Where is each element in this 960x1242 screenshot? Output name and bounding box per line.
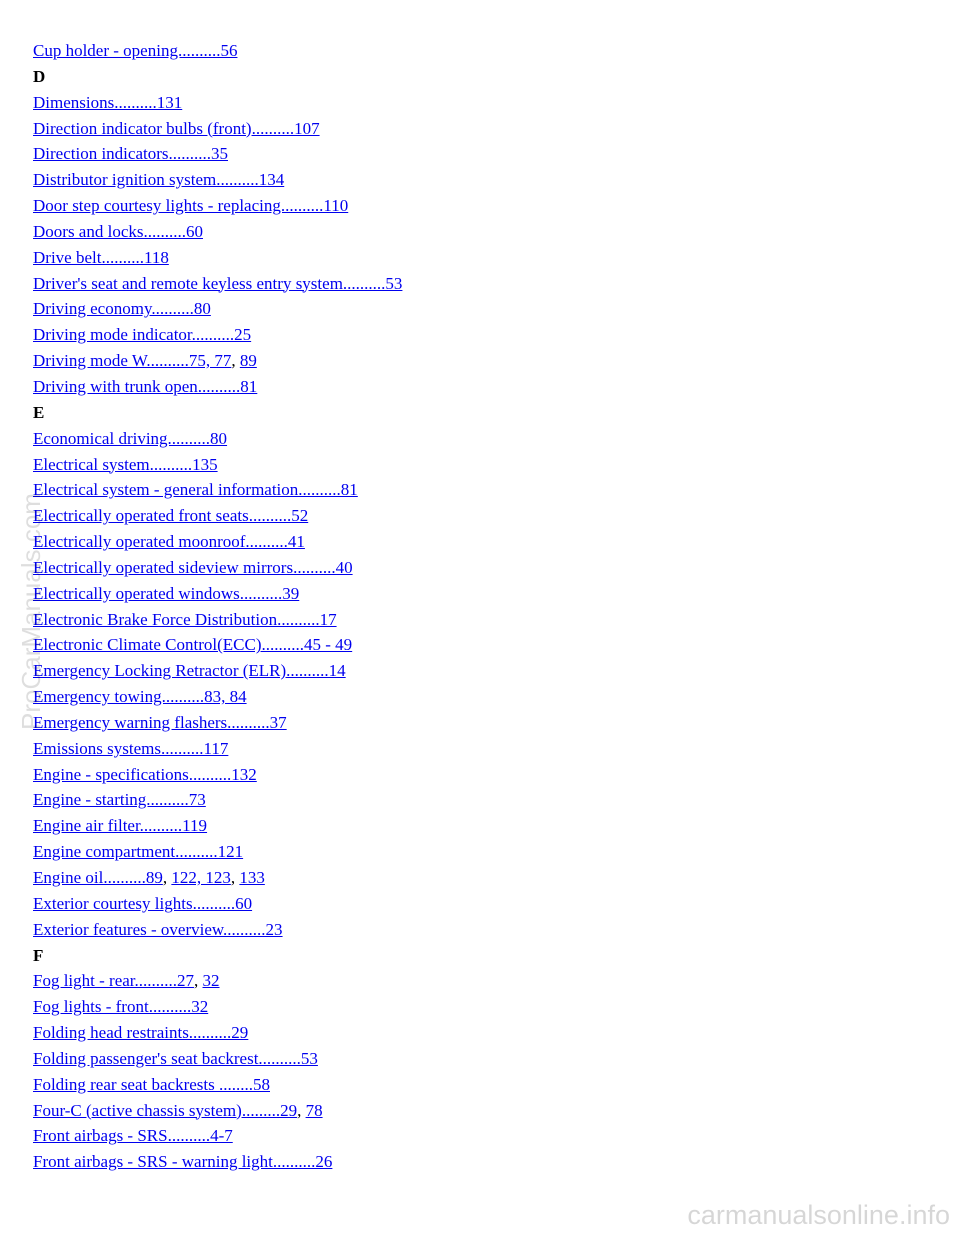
page-separator: , (297, 1100, 306, 1120)
index-entry (33, 839, 402, 865)
index-entry-link[interactable]: Driving mode W..........75, 77 (33, 351, 232, 371)
index-letter-heading: F (33, 945, 44, 965)
index-entry-link[interactable]: Economical driving..........80 (33, 428, 228, 448)
index-entry (33, 1046, 402, 1072)
index-entry (33, 891, 402, 917)
index-entry-link[interactable]: Cup holder - opening..........56 (33, 41, 238, 60)
index-entry (33, 296, 402, 322)
page-separator: , (194, 971, 203, 991)
index-entry (33, 1020, 402, 1046)
index-entry-link[interactable]: Electrically operated moonroof..........41 (33, 532, 305, 552)
index-entry (33, 322, 402, 348)
index-entry-link[interactable]: Emissions systems..........117 (33, 738, 229, 758)
index-entry (33, 813, 402, 839)
index-entry-link[interactable]: Emergency warning flashers..........37 (33, 712, 287, 732)
index-entry (33, 167, 402, 193)
index-list (33, 38, 402, 1175)
index-entry (33, 581, 402, 607)
index-entry (33, 684, 402, 710)
index-entry (33, 736, 402, 762)
index-entry-link[interactable]: Electrical system - general information..........81 (33, 480, 358, 500)
index-entry-link[interactable]: Fog light - rear..........27 (33, 971, 195, 991)
index-entry-link[interactable]: Electrical system..........135 (33, 454, 218, 474)
index-entry (33, 90, 402, 116)
index-entry-link[interactable]: Driving with trunk open..........81 (33, 376, 258, 396)
index-entry-link[interactable]: Electrically operated front seats..........52 (33, 506, 309, 526)
index-entry-link[interactable]: Exterior features - overview..........23 (33, 919, 283, 939)
index-entry-link[interactable]: Driving economy..........80 (33, 299, 211, 319)
index-letter-heading: D (33, 66, 46, 86)
index-page-link[interactable]: 32 (202, 971, 220, 991)
index-entry (33, 1149, 402, 1175)
index-entry-link[interactable]: Engine oil..........89 (33, 868, 163, 887)
index-entry (33, 116, 402, 142)
index-entry (33, 994, 402, 1020)
index-entry-link[interactable]: Dimensions..........131 (33, 92, 183, 112)
index-entry-link[interactable]: Folding head restraints..........29 (33, 1023, 249, 1043)
index-entry-link[interactable]: Direction indicators..........35 (33, 144, 228, 164)
index-entry (33, 271, 402, 297)
index-entry (33, 658, 402, 684)
index-entry (33, 607, 402, 633)
index-entry-link[interactable]: Folding rear seat backrests ........58 (33, 1074, 270, 1094)
index-entry-link[interactable]: Driver's seat and remote keyless entry system..........53 (33, 273, 403, 293)
index-entry (33, 141, 402, 167)
index-entry-link[interactable]: Drive belt..........118 (33, 247, 169, 267)
index-entry (33, 219, 402, 245)
index-entry (33, 787, 402, 813)
index-entry (33, 426, 402, 452)
index-page-link[interactable]: 133 (239, 868, 265, 887)
index-entry-link[interactable]: Door step courtesy lights - replacing..........110 (33, 196, 349, 216)
bottom-watermark: carmanualsonline.info (687, 1200, 950, 1230)
index-entry-link[interactable]: Four-C (active chassis system).........29 (33, 1100, 298, 1120)
index-entry (33, 1098, 402, 1124)
index-entry-link[interactable]: Front airbags - SRS - warning light..........26 (33, 1152, 333, 1172)
index-entry-link[interactable]: Exterior courtesy lights..........60 (33, 893, 253, 913)
index-entry-link[interactable]: Engine - specifications..........132 (33, 764, 257, 784)
index-entry (33, 452, 402, 478)
index-entry-link[interactable]: Electronic Brake Force Distribution..........17 (33, 609, 337, 629)
index-entry (33, 245, 402, 271)
index-entry (33, 374, 402, 400)
index-entry (33, 477, 402, 503)
index-entry (33, 348, 402, 374)
index-page-link[interactable]: 78 (305, 1100, 323, 1120)
index-entry (33, 529, 402, 555)
index-entry (33, 1072, 402, 1098)
page-separator: , (231, 351, 240, 371)
index-entry (33, 632, 402, 658)
index-entry (33, 503, 402, 529)
index-entry-link[interactable]: Doors and locks..........60 (33, 221, 203, 241)
index-entry-link[interactable]: Engine air filter..........119 (33, 816, 208, 836)
index-entry (33, 38, 402, 64)
index-entry (33, 865, 402, 891)
index-entry-link[interactable]: Front airbags - SRS..........4-7 (33, 1126, 233, 1146)
index-entry (33, 193, 402, 219)
index-entry-link[interactable]: Folding passenger's seat backrest..........53 (33, 1048, 318, 1068)
index-entry-link[interactable]: Direction indicator bulbs (front)..........107 (33, 118, 320, 138)
index-entry-link[interactable]: Electrically operated windows..........39 (33, 583, 300, 603)
index-entry (33, 762, 402, 788)
index-entry-link[interactable]: Emergency towing..........83, 84 (33, 687, 247, 707)
index-entry-link[interactable]: Fog lights - front..........32 (33, 997, 209, 1017)
index-letter-heading: E (33, 402, 45, 422)
index-page-link[interactable]: 89 (239, 351, 257, 371)
index-entry-link[interactable]: Distributor ignition system..........134 (33, 170, 285, 190)
index-entry-link[interactable]: Engine compartment..........121 (33, 842, 244, 862)
index-entry-link[interactable]: Engine - starting..........73 (33, 790, 206, 810)
page-separator: , (162, 868, 172, 887)
index-entry-link[interactable]: Electronic Climate Control(ECC)..........45 - 49 (33, 635, 353, 655)
index-entry-link[interactable]: Driving mode indicator..........25 (33, 325, 252, 345)
index-entry-link[interactable]: Emergency Locking Retractor (ELR)..........14 (33, 661, 346, 681)
index-entry (33, 968, 402, 994)
index-entry-link[interactable]: Electrically operated sideview mirrors..........40 (33, 557, 353, 577)
index-page-link[interactable]: 122, 123 (171, 868, 231, 887)
page-separator: , (230, 868, 240, 887)
index-entry (33, 1123, 402, 1149)
index-entry (33, 710, 402, 736)
side-watermark: ProCarManuals.com (16, 493, 46, 730)
index-entry (33, 917, 402, 943)
index-entry (33, 555, 402, 581)
